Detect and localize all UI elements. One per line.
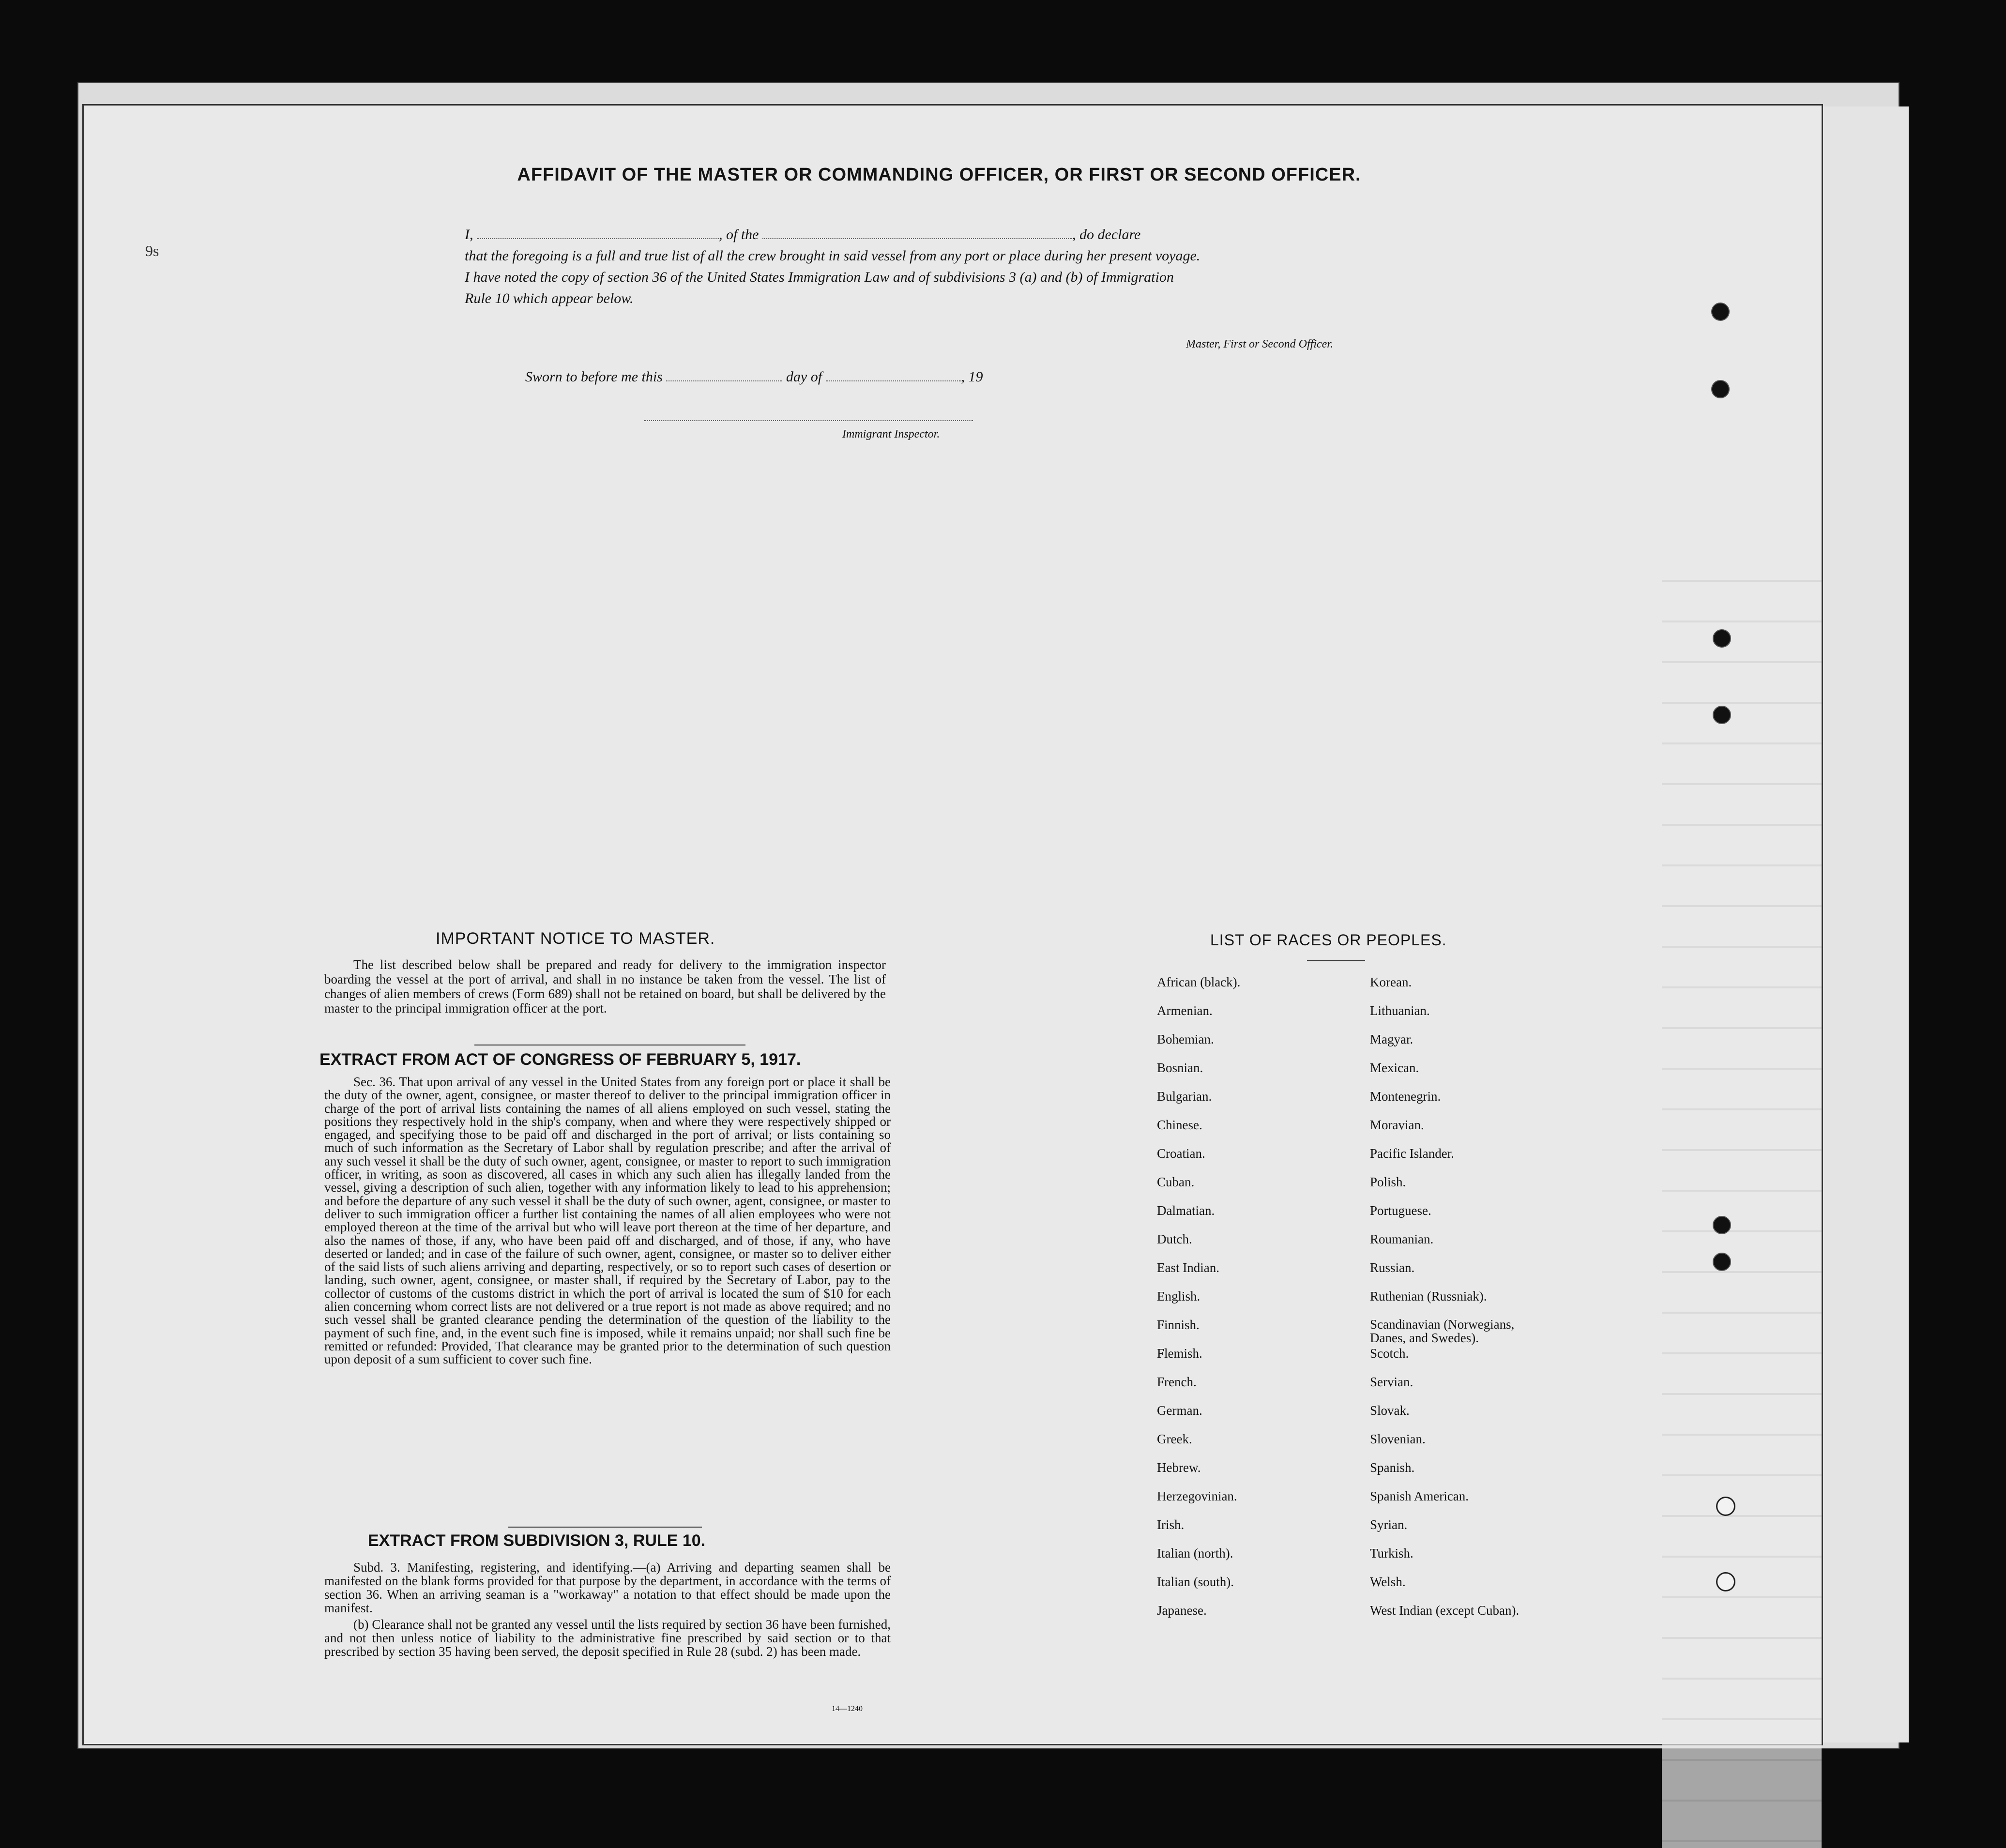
- race-item: Lithuanian.: [1370, 1003, 1430, 1018]
- race-item: Irish.: [1157, 1517, 1185, 1532]
- form-number: 14—1240: [832, 1705, 863, 1713]
- race-item: Croatian.: [1157, 1146, 1205, 1161]
- vessel-name-blank: [762, 227, 1072, 239]
- race-item: Slovak.: [1370, 1403, 1410, 1418]
- declaration-i: I,: [465, 227, 473, 242]
- race-item: Magyar.: [1370, 1032, 1413, 1046]
- race-item: Italian (south).: [1157, 1575, 1234, 1589]
- bleed-through-rows: [1662, 541, 1822, 1848]
- declaration-of-the: , of the: [719, 227, 759, 242]
- race-item: German.: [1157, 1403, 1202, 1418]
- inspector-label: Immigrant Inspector.: [842, 428, 940, 440]
- declaration-do-declare: , do declare: [1072, 227, 1141, 242]
- race-item: Pacific Islander.: [1370, 1146, 1454, 1161]
- punch-hole: [1716, 1497, 1735, 1516]
- affidavit-title: AFFIDAVIT OF THE MASTER OR COMMANDING OFFICER, OR FIRST OR SECOND OFFICER.: [517, 165, 1361, 185]
- notice-title: IMPORTANT NOTICE TO MASTER.: [436, 929, 715, 948]
- race-item: Polish.: [1370, 1175, 1406, 1189]
- officer-name-blank: [477, 227, 719, 239]
- race-item: East Indian.: [1157, 1260, 1219, 1275]
- race-item: Portuguese.: [1370, 1203, 1431, 1218]
- race-item: Spanish.: [1370, 1460, 1415, 1475]
- sworn-line: [525, 369, 983, 385]
- race-item: Scandinavian (Norwegians, Danes, and Swedes).: [1370, 1317, 1515, 1345]
- day-blank: [666, 369, 782, 381]
- race-item: Herzegovinian.: [1157, 1489, 1237, 1503]
- divider-rule: [508, 1527, 702, 1528]
- declaration-line-2: that the foregoing is a full and true list of all the crew brought in said vessel from any port or place during her present voyage.: [465, 248, 1201, 264]
- sworn-day-of: day of: [786, 369, 822, 385]
- race-item: Slovenian.: [1370, 1432, 1426, 1446]
- race-item: Welsh.: [1370, 1575, 1406, 1589]
- race-item: Spanish American.: [1370, 1489, 1469, 1503]
- subdivision-3-text: [324, 1560, 891, 1658]
- binder-hole: [1713, 1216, 1731, 1234]
- race-item: Moravian.: [1370, 1118, 1424, 1132]
- affidavit-page: [82, 104, 1823, 1745]
- subdivision-3-para-b: (b) Clearance shall not be granted any vessel until the lists required by section 36 have been furnished, and not then unless notice of liability to the administrative fine prescribed by said section or to that prescribed by section 35 having been served, the deposit specified in Rule 28 (subd. 2) has been made.: [324, 1617, 891, 1659]
- race-item: Bulgarian.: [1157, 1089, 1212, 1104]
- races-rule: [1307, 960, 1365, 961]
- race-item: Dutch.: [1157, 1232, 1192, 1246]
- race-item: Bosnian.: [1157, 1060, 1203, 1075]
- binder-hole: [1711, 303, 1730, 321]
- race-item: Roumanian.: [1370, 1232, 1434, 1246]
- race-item: Armenian.: [1157, 1003, 1213, 1018]
- declaration-line-3: I have noted the copy of section 36 of the United States Immigration Law and of subdivisions 3 (a) and (b) of Immigration: [465, 269, 1174, 285]
- race-item: Syrian.: [1370, 1517, 1408, 1532]
- race-item: Chinese.: [1157, 1118, 1202, 1132]
- race-item: French.: [1157, 1375, 1197, 1389]
- rule-extract-heading: EXTRACT FROM SUBDIVISION 3, RULE 10.: [368, 1531, 706, 1550]
- declaration-line-1: [465, 227, 1140, 243]
- race-item: Bohemian.: [1157, 1032, 1214, 1046]
- subdivision-3-para-a: Subd. 3. Manifesting, registering, and identifying.—(a) Arriving and departing seamen shall be manifested on the blank forms provided for that purpose by the department, in accordance with the terms of section 36. When an arriving seaman is a "workaway" a notation to that effect should be made upon the manifest.: [324, 1560, 891, 1615]
- race-item: African (black).: [1157, 975, 1241, 989]
- race-item: West Indian (except Cuban).: [1370, 1603, 1520, 1618]
- punch-hole: [1716, 1572, 1735, 1591]
- race-item: English.: [1157, 1289, 1201, 1303]
- race-item: Italian (north).: [1157, 1546, 1233, 1560]
- race-item: Finnish.: [1157, 1318, 1200, 1332]
- race-item: Turkish.: [1370, 1546, 1413, 1560]
- margin-annotation: 9s: [145, 242, 159, 259]
- signature-label: Master, First or Second Officer.: [1186, 338, 1333, 350]
- act-extract-heading: EXTRACT FROM ACT OF CONGRESS OF FEBRUARY 5, 1917.: [319, 1050, 801, 1069]
- race-item: Korean.: [1370, 975, 1412, 989]
- race-item: Servian.: [1370, 1375, 1413, 1389]
- race-item: Mexican.: [1370, 1060, 1419, 1075]
- race-item: Cuban.: [1157, 1175, 1195, 1189]
- sworn-text: Sworn to before me this: [525, 369, 663, 385]
- race-item: Montenegrin.: [1370, 1089, 1441, 1104]
- binder-hole: [1711, 380, 1730, 398]
- month-blank: [826, 369, 961, 381]
- sworn-year: , 19: [961, 369, 983, 385]
- race-item: Hebrew.: [1157, 1460, 1201, 1475]
- race-item: Ruthenian (Russniak).: [1370, 1289, 1487, 1303]
- binder-hole: [1713, 706, 1731, 724]
- race-item: Flemish.: [1157, 1346, 1202, 1361]
- inspector-signature-line: [644, 420, 973, 421]
- races-title: LIST OF RACES OR PEOPLES.: [1210, 931, 1447, 949]
- notice-text: The list described below shall be prepared and ready for delivery to the immigration inspector boarding the vessel at the port of arrival, and shall in no instance be taken from the vessel. The list of changes of alien members of crews (Form 689) shall not be retained on board, but shall be delivered by the master to the principal immigration officer at the port.: [324, 957, 886, 1015]
- race-item: Dalmatian.: [1157, 1203, 1215, 1218]
- binder-hole: [1713, 629, 1731, 648]
- section-36-text: Sec. 36. That upon arrival of any vessel in the United States from any foreign port or place it shall be the duty of the owner, agent, consignee, or master thereof to deliver to the principal immigration officer in charge of the port of arrival lists containing the names of all aliens employed on such vessel, stating the positions they respectively hold in the ship's company, when and where they were respectively shipped or engaged, and specifying those to be paid off and discharged in the port of arrival; or lists containing so much of such information as the Secretary of Labor shall by regulation prescribe; and after the arrival of any such vessel it shall be the duty of such owner, agent, consignee, or master to report to such immigration officer, in writing, as soon as discovered, all cases in which any such alien has illegally landed from the vessel, giving a description of such alien, together with any information likely to lead to his apprehension; and before the departure of any such vessel it shall be the duty of such owner, agent, consignee, or master to deliver to such immigration officer a further list containing the names of all alien employees who were not employed thereon at the time of the arrival but who will leave port thereon at the time of her departure, and also the names of those, if any, who have been paid off and discharged, and of those, if any, who have deserted or landed; and in case of the failure of such owner, agent, consignee, or master so to deliver either of the said lists of such aliens arriving and departing, respectively, or so to report such cases of desertion or landing, such owner, agent, consignee, or master shall, if required by the Secretary of Labor, pay to the collector of customs of the customs district in which the port of arrival is located the sum of $10 for each alien concerning whom correct lists are not delivered or a true report is not made as above required; and no such vessel shall be granted clearance pending the determination of the question of the liability to the payment of such fine, and, in the event such fine is imposed, while it remains unpaid; nor shall such fine be remitted or refunded: Provided, That clearance may be granted prior to the determination of such question upon deposit of a sum sufficient to cover such fine.: [324, 1075, 891, 1367]
- race-item: Scotch.: [1370, 1346, 1409, 1361]
- binder-hole: [1713, 1253, 1731, 1271]
- race-item: Greek.: [1157, 1432, 1192, 1446]
- declaration-line-4: Rule 10 which appear below.: [465, 290, 634, 306]
- race-item: Japanese.: [1157, 1603, 1207, 1618]
- race-item: Russian.: [1370, 1260, 1415, 1275]
